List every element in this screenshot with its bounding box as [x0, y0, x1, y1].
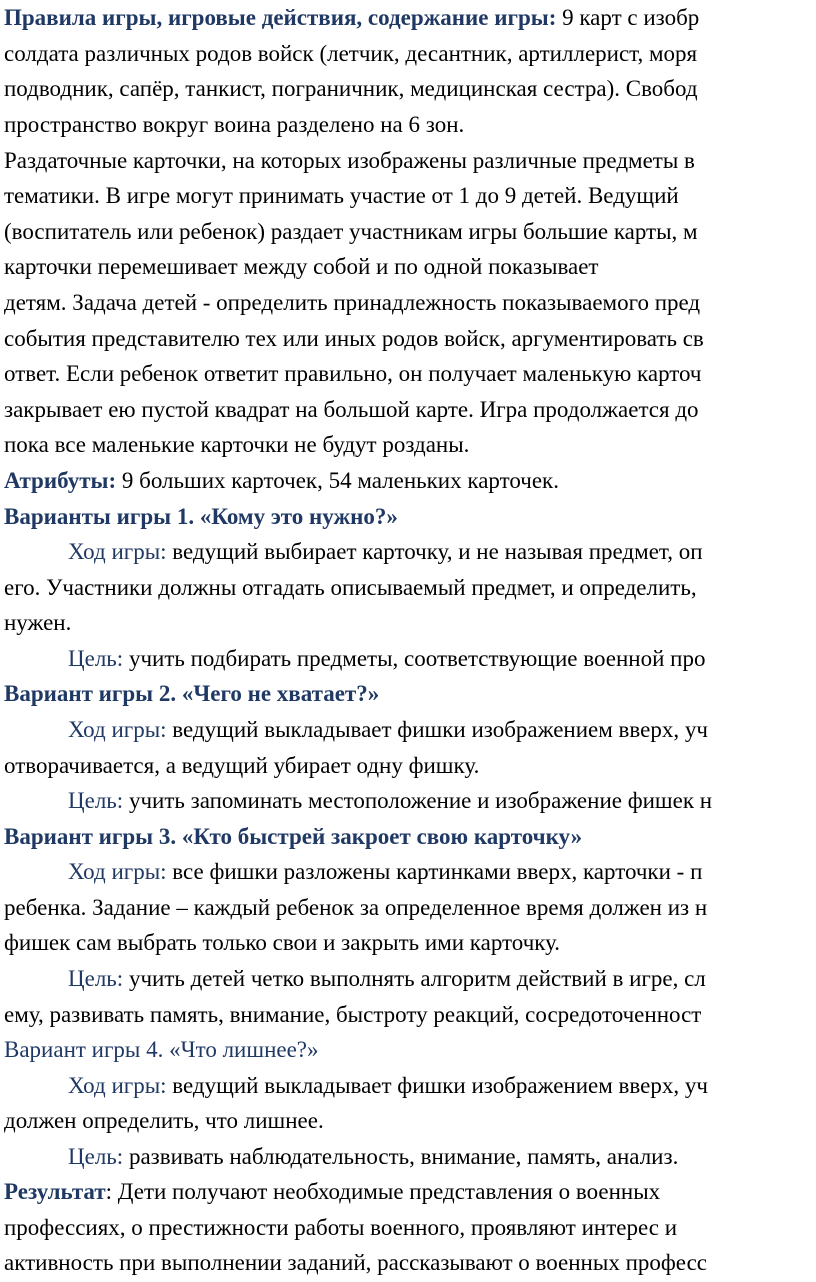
- intro-line-1: [4, 3, 699, 33]
- variant2-move-line-2: отворачивается, а ведущий убирает одну фишку.: [4, 753, 480, 778]
- intro-line-6: тематики. В игре могут принимать участие от 1 до 9 детей. Ведущий: [4, 183, 679, 208]
- variant1-move-text: ведущий выбирает карточку, и не называя предмет, оп: [166, 539, 703, 564]
- variant1-move-line-2: его. Участники должны отгадать описываемый предмет, и определить,: [4, 575, 697, 600]
- intro-line-8: карточки перемешивает между собой и по одной показывает: [4, 254, 599, 279]
- result-line-3: активность при выполнении заданий, рассказывают о военных професс: [4, 1250, 707, 1275]
- rules-heading: Правила игры, игровые действия, содержание игры:: [4, 5, 557, 30]
- variant4-move-label: Ход игры:: [68, 1073, 167, 1098]
- variant2-goal-label: Цель:: [68, 788, 124, 813]
- variant2-move-text: ведущий выкладывает фишки изображением вверх, уч: [166, 717, 708, 742]
- intro-text: 9 карт с изобр: [556, 5, 700, 30]
- result-line: [4, 1177, 660, 1207]
- variant4-title: Вариант игры 4. «Что лишнее?»: [4, 1037, 319, 1062]
- intro-line-5: Раздаточные карточки, на которых изображены различные предметы в: [4, 148, 695, 173]
- intro-line-2: солдата различных родов войск (летчик, десантник, артиллерист, моря: [4, 41, 698, 66]
- variant2-title: Вариант игры 2. «Чего не хватает?»: [4, 681, 380, 706]
- variant3-move-line: [68, 857, 702, 887]
- attributes-label: Атрибуты:: [4, 468, 117, 493]
- intro-line-7: (воспитатель или ребенок) раздает участникам игры большие карты, м: [4, 219, 698, 244]
- variant3-goal-text: учить детей четко выполнять алгоритм действий в игре, сл: [123, 966, 706, 991]
- result-line-2: профессиях, о престижности работы военного, проявляют интерес и: [4, 1215, 677, 1240]
- attributes-text: 9 больших карточек, 54 маленьких карточек.: [116, 468, 559, 493]
- intro-line-4: пространство вокруг воина разделено на 6 зон.: [4, 112, 465, 137]
- variant1-move-label: Ход игры:: [68, 539, 167, 564]
- variant4-goal-line: [68, 1142, 678, 1172]
- variant4-move-line-2: должен определить, что лишнее.: [4, 1108, 324, 1133]
- intro-line-12: закрывает ею пустой квадрат на большой карте. Игра продолжается до: [4, 397, 699, 422]
- intro-line-10: события представителю тех или иных родов войск, аргументировать св: [4, 326, 704, 351]
- variant3-goal-line: [68, 964, 706, 994]
- variant1-move-line: [68, 537, 703, 567]
- attributes-line: [4, 466, 559, 496]
- variant1-move-line-3: нужен.: [4, 610, 72, 635]
- variant1-goal-label: Цель:: [68, 646, 124, 671]
- variant4-move-text: ведущий выкладывает фишки изображением вверх, уч: [166, 1073, 708, 1098]
- variant3-move-line-3: фишек сам выбрать только свои и закрыть ими карточку.: [4, 930, 561, 955]
- intro-line-13: пока все маленькие карточки не будут розданы.: [4, 432, 470, 457]
- variant2-move-line: [68, 715, 708, 745]
- result-label: Результат: [4, 1179, 106, 1204]
- variant3-goal-line-2: ему, развивать память, внимание, быстроту реакций, сосредоточенност: [4, 1002, 702, 1027]
- variant3-move-text: все фишки разложены картинками вверх, карточки - п: [166, 859, 703, 884]
- variant1-goal-text: учить подбирать предметы, соответствующие военной про: [123, 646, 706, 671]
- variant4-goal-text: развивать наблюдательность, внимание, память, анализ.: [123, 1144, 679, 1169]
- result-text: : Дети получают необходимые представления о военных: [105, 1179, 661, 1204]
- variant4-goal-label: Цель:: [68, 1144, 124, 1169]
- variant3-move-label: Ход игры:: [68, 859, 167, 884]
- variant2-goal-text: учить запоминать местоположение и изображение фишек н: [123, 788, 713, 813]
- intro-line-9: детям. Задача детей - определить принадлежность показываемого пред: [4, 290, 701, 315]
- variant2-goal-line: [68, 786, 712, 816]
- variant3-goal-label: Цель:: [68, 966, 124, 991]
- document-page: [4, 0, 816, 1282]
- variant3-move-line-2: ребенка. Задание – каждый ребенок за определенное время должен из н: [4, 895, 708, 920]
- intro-line-11: ответ. Если ребенок ответит правильно, он получает маленькую карточ: [4, 361, 702, 386]
- variant4-move-line: [68, 1071, 708, 1101]
- intro-line-3: подводник, сапёр, танкист, пограничник, медицинская сестра). Свобод: [4, 76, 698, 101]
- variant2-move-label: Ход игры:: [68, 717, 167, 742]
- variant1-goal-line: [68, 644, 705, 674]
- variant3-title: Вариант игры 3. «Кто быстрей закроет свою карточку»: [4, 824, 583, 849]
- variant1-title: Варианты игры 1. «Кому это нужно?»: [4, 504, 398, 529]
